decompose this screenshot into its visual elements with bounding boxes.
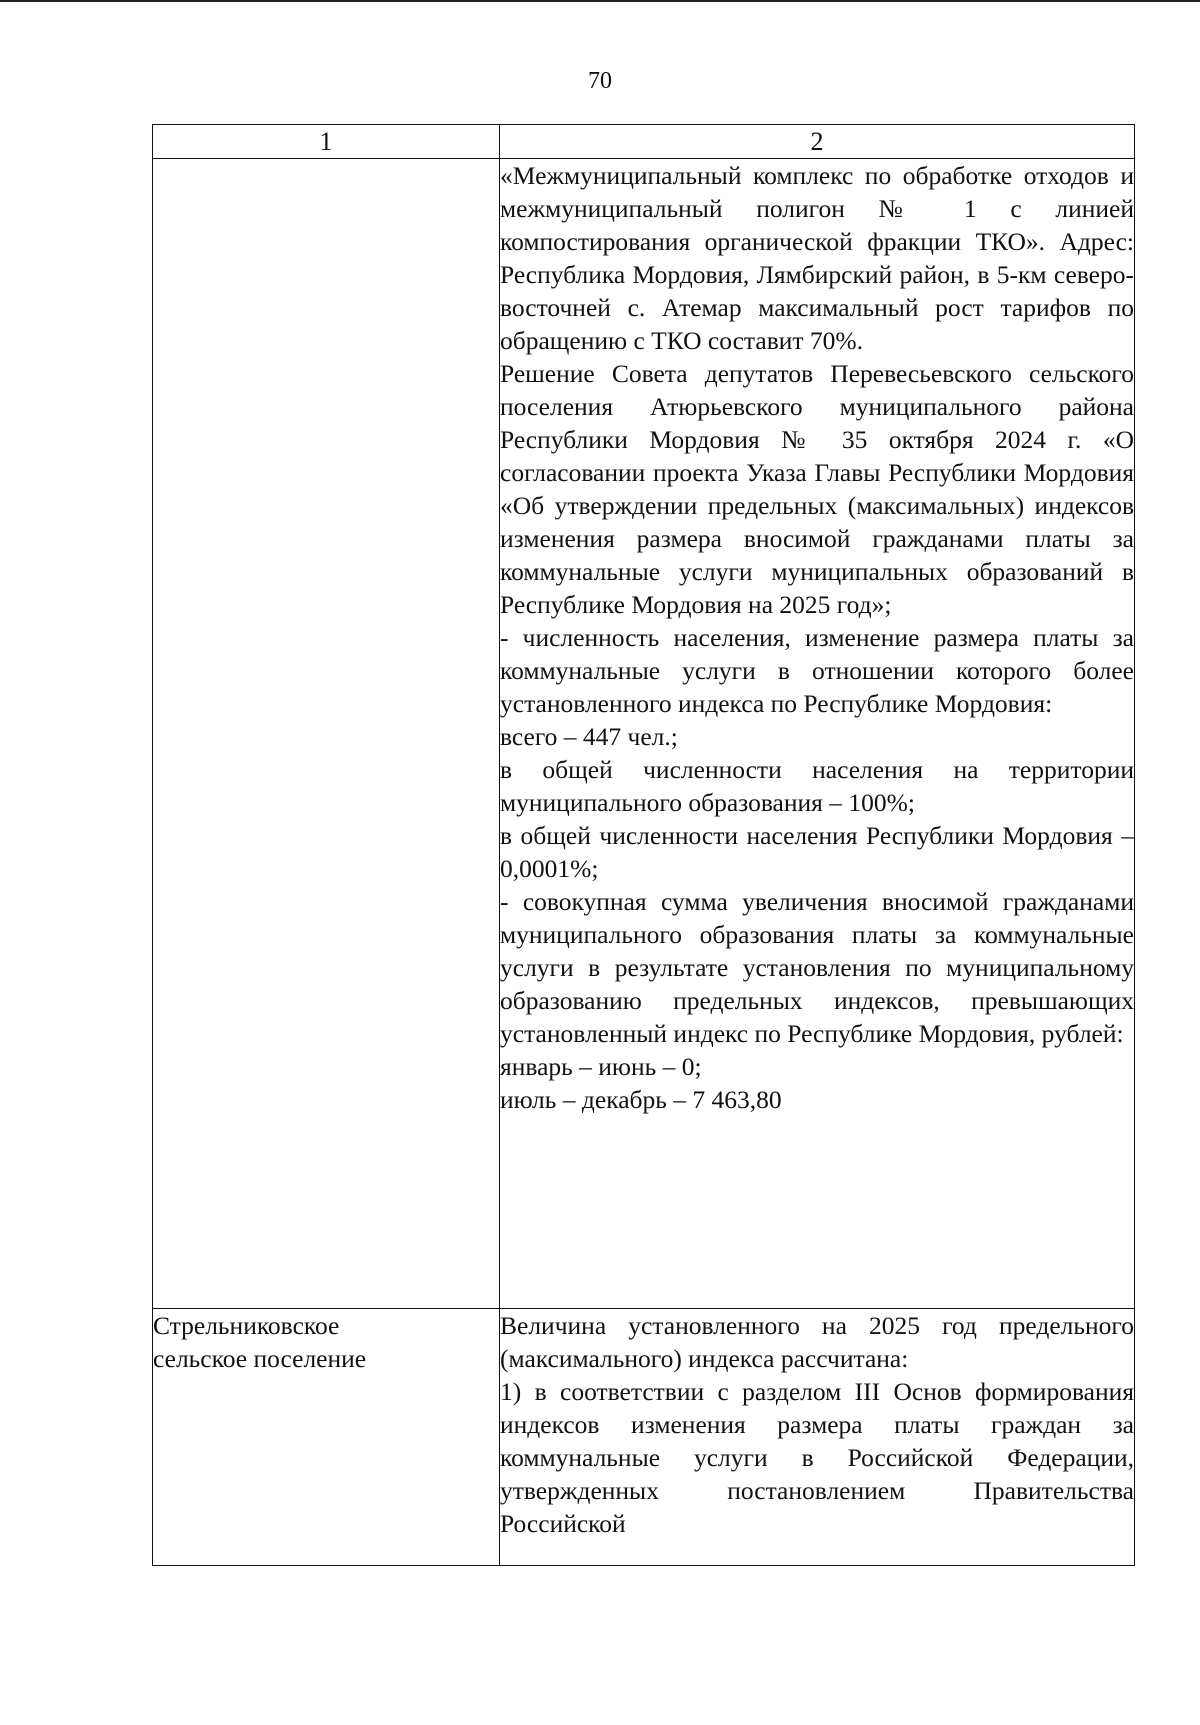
table-row xyxy=(153,1309,1135,1566)
paragraph: июль – декабрь – 7 463,80 xyxy=(500,1085,782,1114)
row2-col1-cell xyxy=(153,1309,500,1566)
row2-col2-cell xyxy=(500,1309,1135,1566)
paragraph: январь – июнь – 0; xyxy=(500,1052,702,1081)
paragraph: «Межмуниципальный комплекс по обработке отходов и межмуниципальный полигон № 1 с линией компостирования органической фракции ТКО». Адрес: Республика Мордовия, Лямбирский район, в 5-км северо-восточней с. Атемар максимальный рост тарифов по обращению с ТКО составит 70%. xyxy=(500,161,1134,355)
paragraph: в общей численности населения на территории муниципального образования – 100%; xyxy=(500,755,1134,817)
table-row xyxy=(153,159,1135,1309)
paragraph: Величина установленного на 2025 год предельного (максимального) индекса рассчитана: xyxy=(500,1311,1134,1373)
row1-col1-cell xyxy=(153,159,500,1309)
settlement-name-line1: Стрельниковское xyxy=(153,1311,340,1340)
page-number: 70 xyxy=(588,68,612,94)
row2-content xyxy=(500,1309,1134,1565)
paragraph: всего – 447 чел.; xyxy=(500,722,678,751)
header-cell-2: 2 xyxy=(500,125,1135,159)
settlement-name-line2: сельское поселение xyxy=(153,1344,367,1373)
paragraph: 1) в соответствии с разделом III Основ формирования индексов изменения размера платы граждан за коммунальные услуги в Российской Федерации, утвержденных постановлением Правительства Российской xyxy=(500,1377,1134,1538)
paragraph: - численность населения, изменение размера платы за коммунальные услуги в отношении которого более установленного индекса по Республике Мордовия: xyxy=(500,623,1134,718)
paragraph: Решение Совета депутатов Перевесьевского сельского поселения Атюрьевского муниципального района Республики Мордовия № 35 октября 2024 г. «О согласовании проекта Указа Главы Республики Мордовия «Об утверждении предельных (максимальных) индексов изменения размера вносимой гражданами платы за коммунальные услуги муниципальных образований в Республике Мордовия на 2025 год»; xyxy=(500,359,1134,619)
row1-col2-cell xyxy=(500,159,1135,1309)
header-cell-1: 1 xyxy=(153,125,500,159)
document-table xyxy=(152,124,1135,1566)
table-header-row xyxy=(153,125,1135,159)
paragraph: в общей численности населения Республики Мордовия – 0,0001%; xyxy=(500,821,1134,883)
paragraph: - совокупная сумма увеличения вносимой гражданами муниципального образования платы за коммунальные услуги в результате установления по муниципальному образованию предельных индексов, превышающих установленный индекс по Республике Мордовия, рублей: xyxy=(500,887,1134,1048)
scan-edge xyxy=(0,0,1200,2)
